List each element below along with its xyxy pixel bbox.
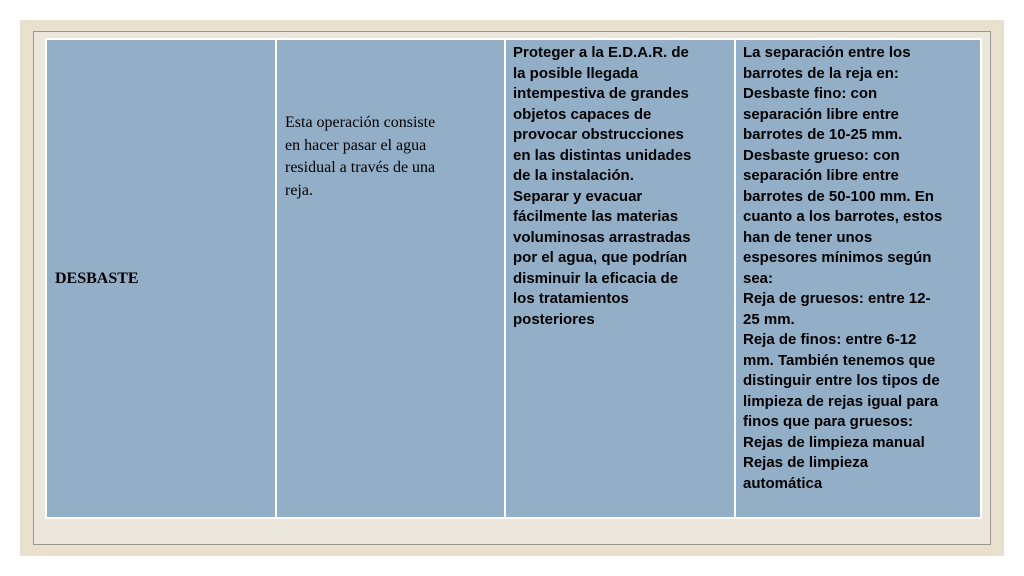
objectives-line: la posible llegada — [513, 64, 639, 82]
desbaste-table — [45, 38, 982, 519]
specifications-line: mm. También tenemos que — [743, 351, 936, 369]
specifications-line: barrotes de 50-100 mm. En — [743, 187, 934, 205]
specifications-line: separación libre entre — [743, 167, 899, 184]
description-line: en hacer pasar el agua — [285, 136, 427, 154]
specifications-line: barrotes de 10-25 mm. — [743, 126, 903, 143]
objectives-line: fácilmente las materias — [513, 208, 679, 225]
specifications-line: Reja de finos: entre 6-12 — [743, 331, 917, 348]
description-line: residual a través de una — [285, 159, 436, 176]
specifications-line: separación libre entre — [743, 105, 899, 123]
objectives-line: en las distintas unidades — [513, 146, 692, 164]
specifications-line: 25 mm. — [743, 310, 795, 328]
description-line: Esta operación consiste — [285, 114, 436, 131]
objectives-line: provocar obstrucciones — [513, 126, 684, 143]
objectives-line: Proteger a la E.D.A.R. de — [513, 44, 689, 61]
objectives-line: voluminosas arrastradas — [513, 228, 691, 246]
description-line: reja. — [285, 181, 313, 199]
specifications-line: barrotes de la reja en: — [743, 64, 899, 82]
specifications-line: La separación entre los — [743, 44, 911, 61]
specifications-line: distinguir entre los tipos de — [743, 372, 940, 389]
specifications-line: Reja de gruesos: entre 12- — [743, 290, 931, 307]
specifications-line: Rejas de limpieza manual — [743, 433, 925, 451]
term-cell — [46, 39, 276, 518]
specifications-cell — [735, 39, 981, 518]
table-row — [46, 39, 981, 518]
objectives-line: de la instalación. — [513, 167, 634, 184]
specifications-line: automática — [743, 474, 823, 492]
specifications-line: finos que para gruesos: — [743, 413, 914, 430]
objectives-line: Separar y evacuar — [513, 187, 643, 205]
objectives-line: disminuir la eficacia de — [513, 269, 679, 287]
description-cell — [276, 39, 505, 518]
objectives-line: intempestiva de grandes — [513, 85, 689, 102]
specifications-line: han de tener unos — [743, 228, 873, 246]
specifications-line: sea: — [743, 269, 774, 287]
objectives-cell — [505, 39, 735, 518]
objectives-line: por el agua, que podrían — [513, 249, 688, 266]
specifications-line: espesores mínimos según — [743, 249, 932, 266]
specifications-line: limpieza de rejas igual para — [743, 392, 939, 410]
specifications-line: Desbaste fino: con — [743, 85, 878, 102]
specifications-line: Rejas de limpieza — [743, 454, 869, 471]
objectives-line: posteriores — [513, 310, 595, 328]
slide-frame — [20, 20, 1004, 556]
specifications-line: cuanto a los barrotes, estos — [743, 208, 943, 225]
term-label: DESBASTE — [55, 269, 139, 287]
objectives-line: objetos capaces de — [513, 105, 652, 123]
specifications-line: Desbaste grueso: con — [743, 146, 900, 164]
table-container — [45, 38, 980, 519]
objectives-line: los tratamientos — [513, 290, 629, 307]
slide-content-area — [33, 31, 991, 545]
